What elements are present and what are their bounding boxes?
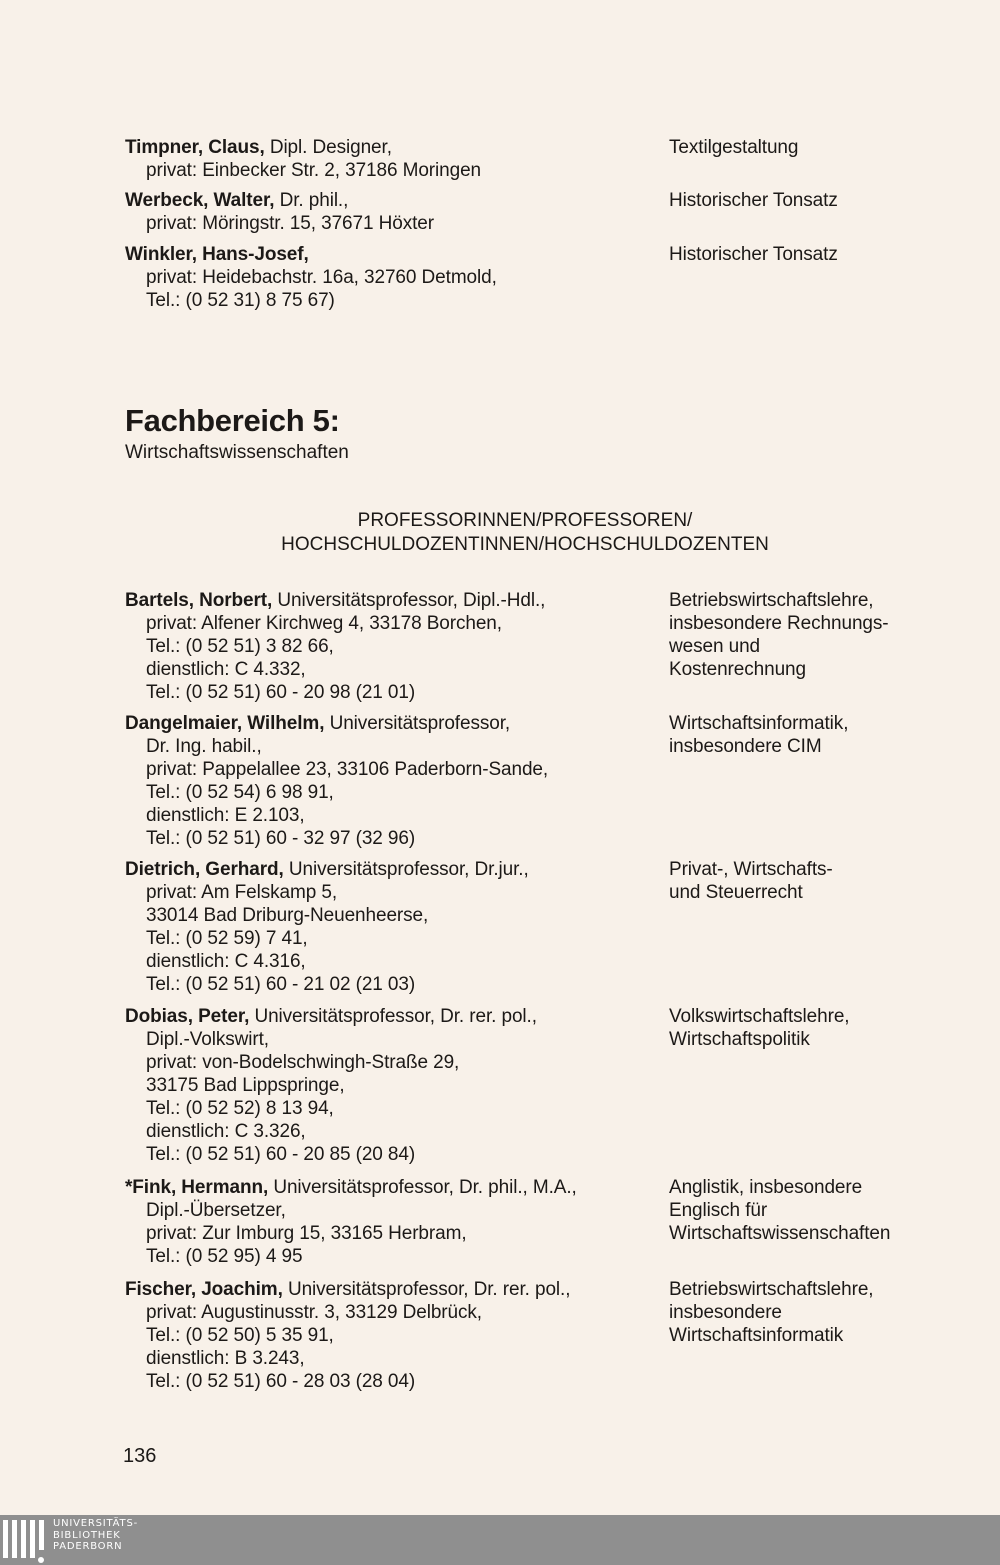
detail-line: dienstlich: B 3.243,	[146, 1348, 305, 1369]
subject-line: Wirtschaftsinformatik,	[669, 713, 849, 734]
subject-line: Kostenrechnung	[669, 659, 806, 680]
detail-line: 33014 Bad Driburg-Neuenheerse,	[146, 905, 429, 926]
person-name: Dangelmaier, Wilhelm,	[125, 713, 325, 734]
person-name: Werbeck, Walter,	[125, 190, 275, 211]
subject-line: Privat-, Wirtschafts-	[669, 859, 833, 880]
detail-line: privat: Alfener Kirchweg 4, 33178 Borchen,	[146, 613, 502, 634]
detail-line: privat: Am Felskamp 5,	[146, 882, 338, 903]
person-title: Universitätsprofessor, Dipl.-Hdl.,	[272, 590, 546, 611]
person-title: Dr. phil.,	[274, 190, 349, 211]
subject-line: Betriebswirtschaftslehre,	[669, 1279, 874, 1300]
phone-line: Tel.: (0 52 31) 8 75 67)	[146, 290, 335, 311]
subject-line: Wirtschaftswissenschaften	[669, 1223, 891, 1244]
section-header-line-2: HOCHSCHULDOZENTINNEN/HOCHSCHULDOZENTEN	[281, 534, 769, 555]
logo-line: BIBLIOTHEK	[53, 1529, 121, 1541]
subject-line: und Steuerrecht	[669, 882, 803, 903]
subject-line: wesen und	[669, 636, 761, 657]
detail-line: Tel.: (0 52 51) 3 82 66,	[146, 636, 334, 657]
person-name: Bartels, Norbert,	[125, 590, 273, 611]
department-subtitle: Wirtschaftswissenschaften	[125, 442, 349, 463]
detail-line: Tel.: (0 52 51) 60 - 20 98 (21 01)	[146, 682, 416, 703]
detail-line: Tel.: (0 52 51) 60 - 20 85 (20 84)	[146, 1144, 416, 1165]
person-title: Universitätsprofessor, Dr.jur.,	[283, 859, 529, 880]
logo-line: UNIVERSITÄTS-	[53, 1518, 139, 1529]
detail-line: dienstlich: C 3.326,	[146, 1121, 306, 1142]
person-title: Universitätsprofessor, Dr. rer. pol.,	[282, 1279, 571, 1300]
detail-line: 33175 Bad Lippspringe,	[146, 1075, 345, 1096]
subject-line: insbesondere CIM	[669, 736, 822, 757]
detail-line: Dipl.-Übersetzer,	[146, 1200, 286, 1221]
detail-line: Dr. Ing. habil.,	[146, 736, 262, 757]
detail-line: Tel.: (0 52 54) 6 98 91,	[146, 782, 334, 803]
person-title: Universitätsprofessor, Dr. phil., M.A.,	[268, 1177, 577, 1198]
library-logo-text	[53, 1518, 138, 1553]
subject-line: Wirtschaftspolitik	[669, 1029, 810, 1050]
library-footer-bar	[0, 1515, 1000, 1565]
subject-line: insbesondere	[669, 1302, 782, 1323]
subject-line: Betriebswirtschaftslehre,	[669, 590, 874, 611]
person-name: Timpner, Claus,	[125, 137, 265, 158]
library-logo-icon	[0, 1518, 46, 1562]
detail-line: Tel.: (0 52 95) 4 95	[146, 1246, 303, 1267]
subject-line: Englisch für	[669, 1200, 768, 1221]
detail-line: privat: Augustinusstr. 3, 33129 Delbrück,	[146, 1302, 482, 1323]
subject-line: Historischer Tonsatz	[669, 190, 838, 211]
logo-line: PADERBORN	[53, 1541, 123, 1552]
subject-line: insbesondere Rechnungs-	[669, 613, 889, 634]
person-title: Universitätsprofessor,	[324, 713, 511, 734]
detail-line: privat: von-Bodelschwingh-Straße 29,	[146, 1052, 460, 1073]
section-header-line-1: PROFESSORINNEN/PROFESSOREN/	[357, 510, 693, 531]
person-name: Winkler, Hans-Josef,	[125, 244, 309, 265]
detail-line: Dipl.-Volkswirt,	[146, 1029, 269, 1050]
person-name: Fischer, Joachim,	[125, 1279, 283, 1300]
person-name: Dietrich, Gerhard,	[125, 859, 284, 880]
person-title: Dipl. Designer,	[264, 137, 392, 158]
detail-line: Tel.: (0 52 59) 7 41,	[146, 928, 308, 949]
address-line: privat: Einbecker Str. 2, 37186 Moringen	[146, 160, 482, 181]
address-line: privat: Heidebachstr. 16a, 32760 Detmold,	[146, 267, 497, 288]
detail-line: Tel.: (0 52 51) 60 - 32 97 (32 96)	[146, 828, 416, 849]
detail-line: dienstlich: C 4.332,	[146, 659, 306, 680]
page-number: 136	[123, 1445, 157, 1467]
detail-line: dienstlich: C 4.316,	[146, 951, 306, 972]
detail-line: privat: Zur Imburg 15, 33165 Herbram,	[146, 1223, 467, 1244]
subject-line: Historischer Tonsatz	[669, 244, 838, 265]
person-name: *Fink, Hermann,	[125, 1177, 269, 1198]
subject-line: Textilgestaltung	[669, 137, 799, 158]
detail-line: Tel.: (0 52 51) 60 - 21 02 (21 03)	[146, 974, 416, 995]
detail-line: privat: Pappelallee 23, 33106 Paderborn-Sande,	[146, 759, 549, 780]
detail-line: Tel.: (0 52 50) 5 35 91,	[146, 1325, 334, 1346]
address-line: privat: Möringstr. 15, 37671 Höxter	[146, 213, 434, 234]
department-title: Fachbereich 5:	[125, 403, 340, 438]
subject-line: Volkswirtschaftslehre,	[669, 1006, 850, 1027]
person-name: Dobias, Peter,	[125, 1006, 250, 1027]
person-title: Universitätsprofessor, Dr. rer. pol.,	[249, 1006, 537, 1027]
detail-line: Tel.: (0 52 52) 8 13 94,	[146, 1098, 334, 1119]
detail-line: Tel.: (0 52 51) 60 - 28 03 (28 04)	[146, 1371, 416, 1392]
subject-line: Anglistik, insbesondere	[669, 1177, 863, 1198]
detail-line: dienstlich: E 2.103,	[146, 805, 305, 826]
subject-line: Wirtschaftsinformatik	[669, 1325, 844, 1346]
